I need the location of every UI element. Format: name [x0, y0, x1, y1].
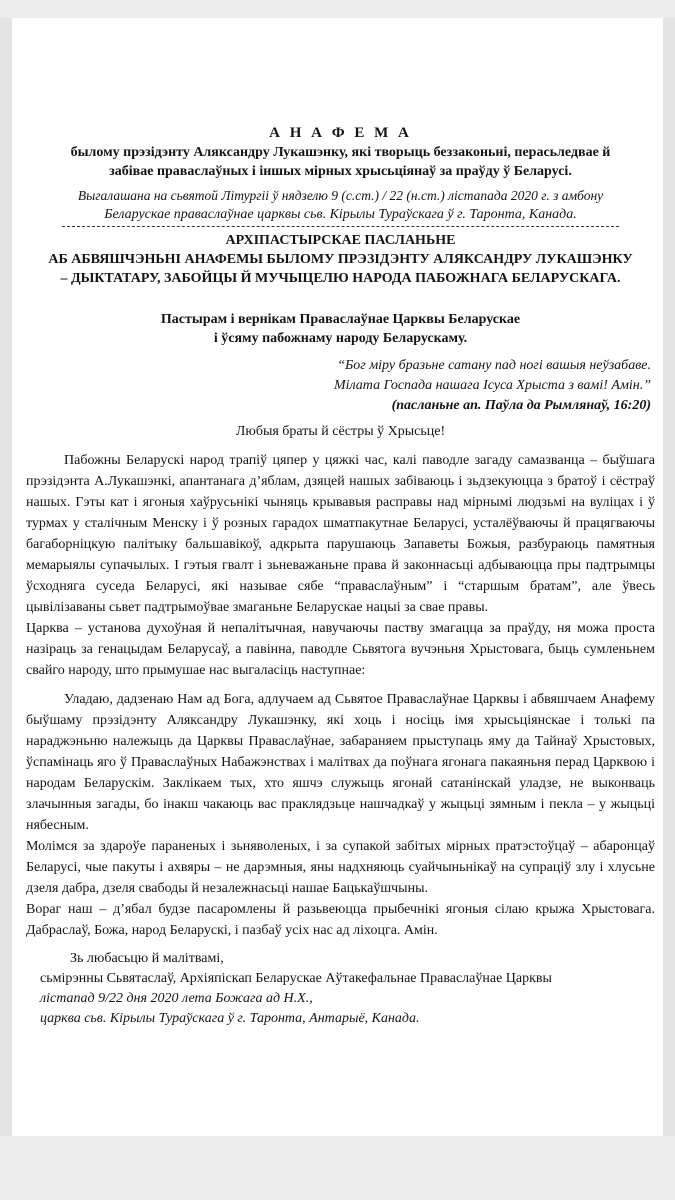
- epistle-heading-line-2: – ДЫКТАТАРУ, ЗАБОЙЦЫ Й МУЧЫЦЕЛЮ НАРОДА ПАБОЖНАГА БЕЛАРУСКАГА.: [60, 271, 621, 286]
- epistle-title: АРХІПАСТЫРСКАЕ ПАСЛАНЬНЕ: [225, 233, 456, 248]
- signature-date: лістапад 9/22 дня 2020 лета Божага ад Н.Х.,: [40, 991, 313, 1006]
- document-subtitle-line-1: былому прэзідэнту Аляксандру Лукашэнку, які творыць беззаконьні, перасьледвае й: [70, 145, 611, 160]
- signature-line-1: Зь любасьцю й малітвамі,: [70, 951, 224, 966]
- paragraph-3: Уладаю, дадзенаю Нам ад Бога, адлучаем ад Сьвятое Праваслаўнае Царквы і абвяшчаем Анафему быўшаму прэзідэнту Аляксандру Лукашэнку, які хоць і носіць імя хрысьціянскае і толькі па нараджэньню належыць да Царквы Праваслаўнае, забараняем прыступаць яму да Тайнаў Хрыстовых, ўспамінаць яго ў Праваслаўных Набажэнствах і малітвах да поўнага ягонага пакаяньня перад Царквою і народам Беларускім. Заклікаем тых, хто яшчэ служыць ягонай сатанінскай уладзе, не выконваць злачынныя загады, бо інакш чакаюць вас праклядзьце нашчадкаў у жыцьці зямным і пекла – у жыцьці нябесным.: [26, 692, 655, 833]
- signature-block: [26, 949, 655, 1029]
- dashed-divider: [62, 226, 619, 228]
- paragraph-1: Пабожны Беларускі народ трапіў цяпер у цяжкі час, калі паводле загаду самазванца – быўшага прэзідэнта А.Лукашэнкі, апантанага д’яблам, дзяцей нашых забіваюць і зьдзекуюцца з братоў і сёстраў нашых. Гэты кат і ягоныя хаўрусьнікі чыняць крывавыя расправы над мірнымі людзьмі на вуліцах і ў турмах у сталічным Менску і ў розных гарадох шматпакутнае Беларусі, усталёўваючы й працягваючы багаборніцкую палітыку бальшавікоў, адкрыта парушаюць Запаветы Божыя, разбураюць памятныя мемарыялы супачылых. І гэтыя гвалт і зьневажаньне права й законнасьці адбываюцца пры падтрымцы ўсходняга суседа Беларусі, які называе сябе “праваслаўным” і “старшым братам”, але ўвесь цывілізаваны сьвет падтрымоўвае змаганьне Беларускае нацыі за свае правы.: [26, 453, 655, 615]
- address-line-2: і ўсяму пабожнаму народу Беларускаму.: [213, 331, 468, 346]
- address-line-1: Пастырам і вернікам Праваслаўнае Царквы Беларускае: [160, 312, 521, 327]
- quote-line-1: “Бог міру бразьне сатану пад ногі вашыя неўзабаве.: [337, 358, 651, 373]
- proclamation-note-line-1: Выгалашана на сьвятой Літургіі ў нядзелю 9 (с.ст.) / 22 (н.ст.) лістапада 2020 г. з амбону: [77, 188, 604, 203]
- top-bar: [0, 0, 675, 18]
- epistle-heading-line-1: АБ АБВЯШЧЭНЬНІ АНАФЕМЫ БЫЛОМУ ПРЭЗІДЭНТУ АЛЯКСАНДРУ ЛУКАШЭНКУ: [48, 252, 633, 267]
- proclamation-note-line-2: Беларускае праваслаўнае царквы сьв. Кірылы Тураўскага ў г. Таронта, Канада.: [104, 207, 577, 222]
- signature-location: царква сьв. Кірылы Тураўскага ў г. Таронта, Антарыё, Канада.: [40, 1011, 420, 1026]
- greeting: Любыя браты й сёстры ў Хрысьце!: [235, 424, 446, 439]
- scripture-quote: [26, 356, 655, 416]
- signature-line-2: сьмірэнны Сьвятаслаў, Архіяпіскап Беларускае Аўтакефальнае Праваслаўнае Царквы: [40, 971, 552, 986]
- document-title: А Н А Ф Е М А: [269, 125, 412, 141]
- paragraph-5: Вораг наш – д’ябал будзе пасаромлены й разьвеюцца прыбечнікі ягоныя сілаю крыжа Хрыстовага. Дабраслаў, Божа, народ Беларускі, і пазбаў усіх нас ад ліхоцга. Амін.: [26, 902, 655, 938]
- paragraph-2: Царква – установа духоўная й непалітычная, навучаючы паству змагацца за праўду, ня можа проста назіраць за генацыдам Беларусаў, а павінна, паводле Сьвятога вучэньня Хрыстовага, быць сумленьнем свайго народу, што прымушае нас выгаласіць наступнае:: [26, 621, 655, 678]
- paragraph-4: Молімся за здароўе параненых і зьняволеных, і за супакой забітых мірных пратэстоўцаў – абаронцаў Беларусі, чые пакуты і ахвяры – не дарэмныя, яны надхняюць суайчыньнікаў на супраціў злу і хлусьне дзеля дабра, дзеля свабоды й незалежнасьці нашае Бацькаўшчыны.: [26, 839, 655, 896]
- document-subtitle-line-2: забівае праваслаўных і іншых мірных хрысьціянаў за праўду ў Беларусі.: [109, 164, 572, 179]
- document-page: [12, 18, 663, 1136]
- quote-source: (пасланьне ап. Паўла да Рымлянаў, 16:20): [391, 398, 651, 413]
- quote-line-2: Мілата Госпада нашага Ісуса Хрыста з вамі! Амін.”: [333, 378, 651, 393]
- bottom-bar: [0, 1136, 675, 1200]
